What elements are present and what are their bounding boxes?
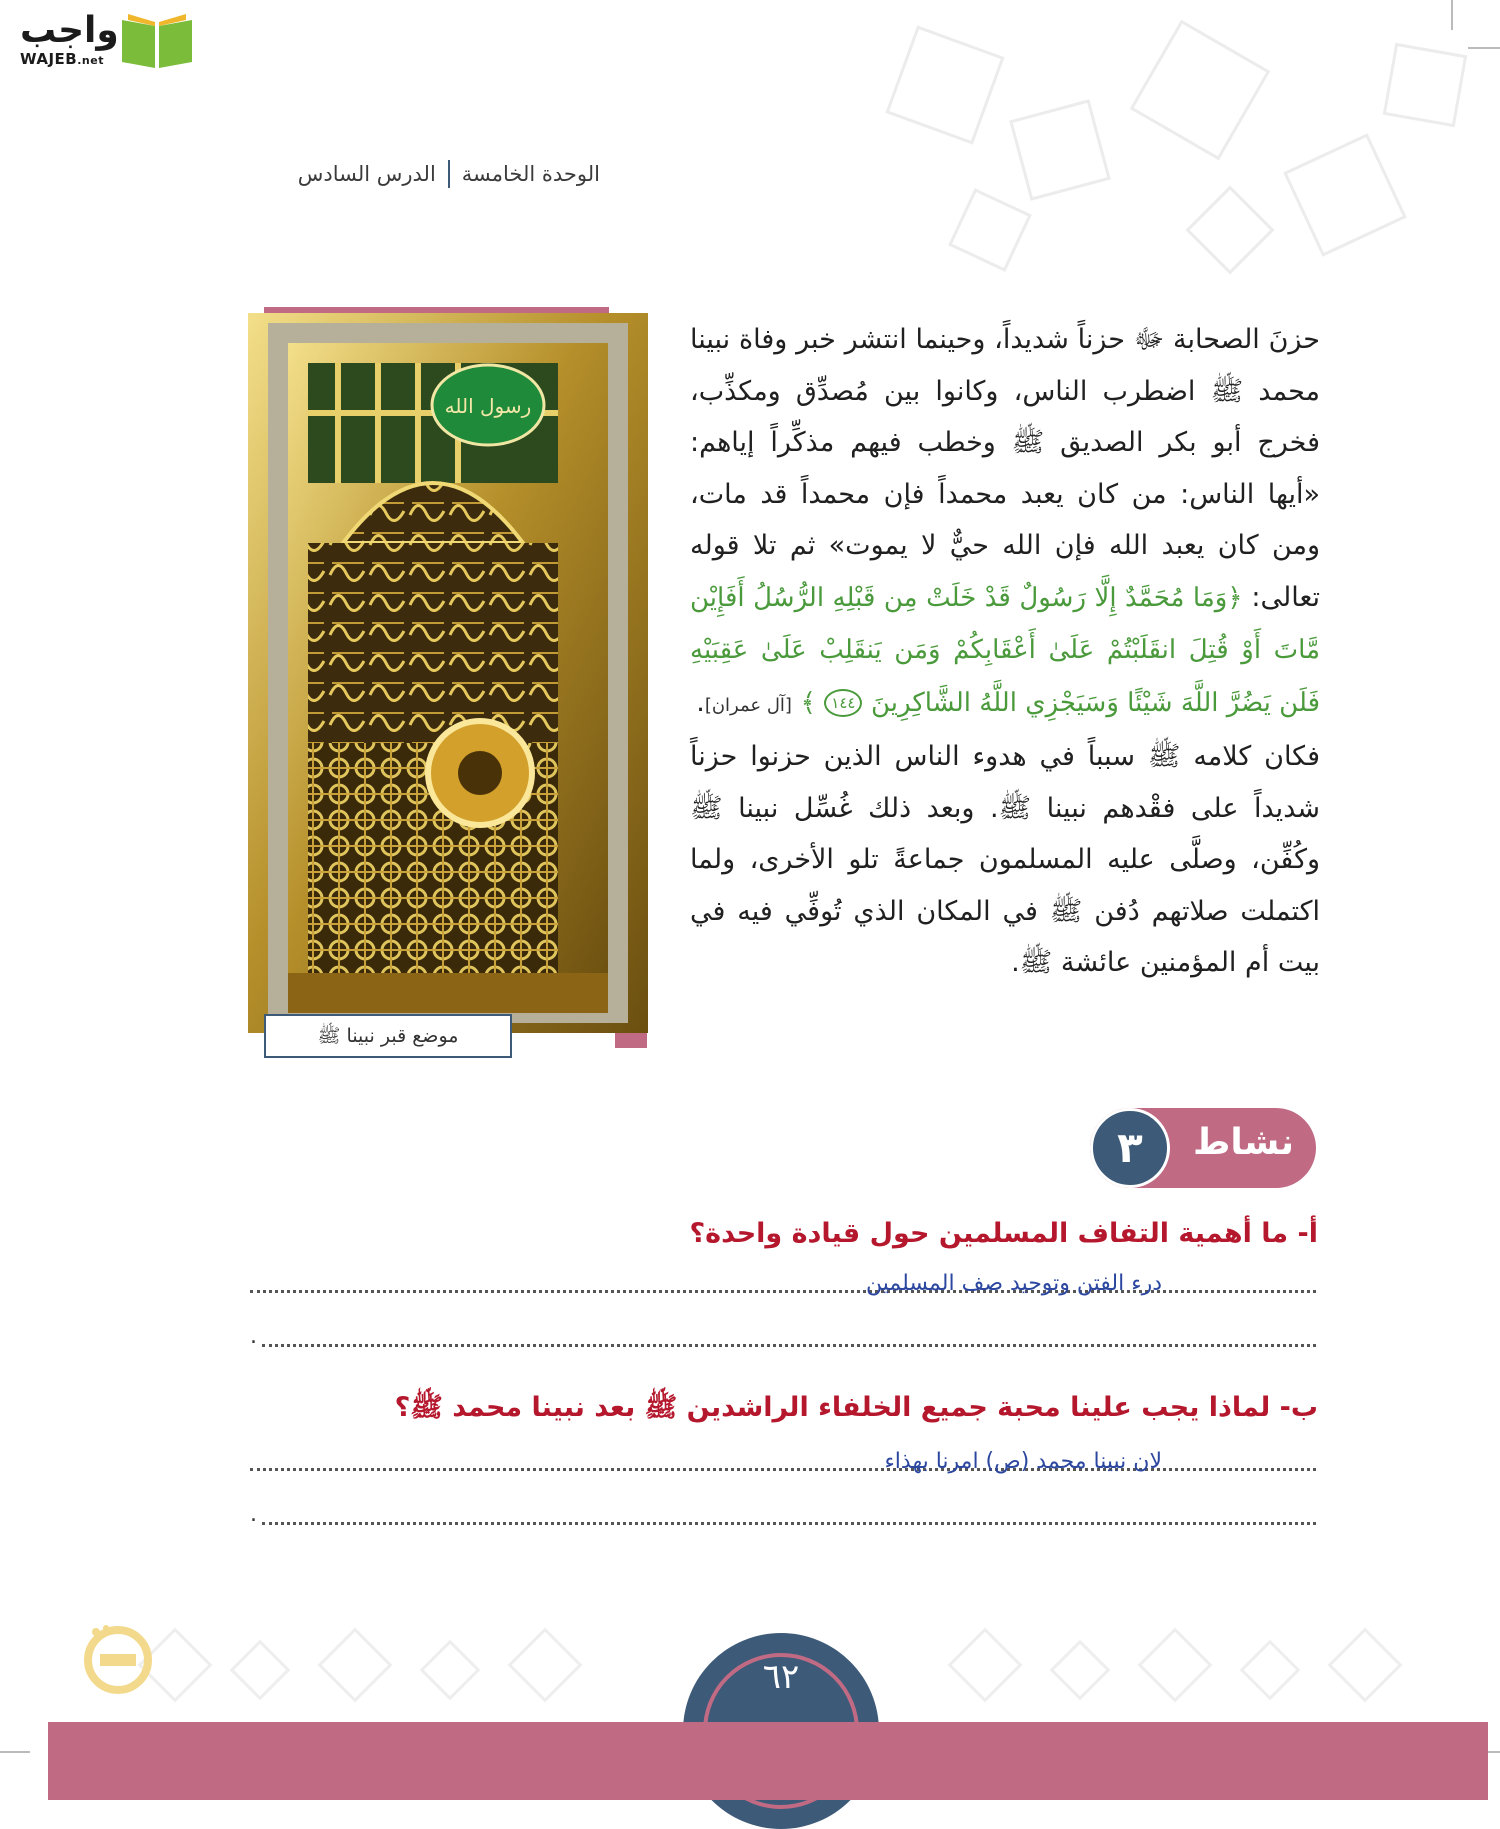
quran-close-bracket: ﴾ — [800, 687, 816, 718]
lesson-paragraph — [690, 314, 1320, 989]
answer-line-b2[interactable] — [262, 1522, 1316, 1525]
prophet-grave-door-photo — [248, 313, 648, 1033]
question-b: ب- لماذا يجب علينا محبة جميع الخلفاء الراشدين ﷺ بعد نبينا محمد ﷺ؟ — [394, 1392, 1318, 1423]
footer-band — [48, 1722, 1488, 1800]
answer-line-a2[interactable] — [262, 1344, 1316, 1347]
ayah-number: ١٤٤ — [824, 689, 862, 717]
page-number: ٦٢ — [762, 1657, 800, 1697]
paragraph-burial: فكان كلامه ﷺ سبباً في هدوء الناس الذين حزنوا حزناً شديداً على فقْدهم نبينا ﷺ. وبعد ذلك غُسِّل نبينا ﷺ وكُفِّن، وصلَّى عليه المسلمون جماعةً تلو الأخرى، ولما اكتملت صلاتهم دُفن ﷺ في المكان الذي تُوفِّي فيه في بيت أم المؤمنين عائشة ﷺ. — [690, 741, 1320, 978]
green-medallion-text: رسول الله — [444, 394, 532, 418]
question-a: أ- ما أهمية التفاف المسلمين حول قيادة واحدة؟ — [689, 1218, 1318, 1249]
quran-verse: ﴿وَمَا مُحَمَّدٌ إِلَّا رَسُولٌ قَدْ خَلَتْ مِن قَبْلِهِ الرُّسُلُ أَفَإِيْن مَّاتَ أَوْ قُتِلَ انقَلَبْتُمْ عَلَىٰ أَعْقَابِكُمْ وَمَن يَنقَلِبْ عَلَىٰ عَقِبَيْهِ فَلَن يَضُرَّ اللَّهَ شَيْئًا وَسَيَجْزِي اللَّهُ الشَّاكِرِينَ — [690, 582, 1320, 718]
answer-a[interactable]: درء الفتن وتوحيد صف المسلمين — [866, 1271, 1162, 1296]
header-separator — [448, 160, 450, 188]
lesson-title: الدرس السادس — [297, 162, 436, 186]
activity-number: ٣ — [1117, 1123, 1143, 1172]
unit-title: الوحدة الخامسة — [461, 162, 600, 186]
wajeb-logo[interactable] — [8, 6, 194, 72]
answer-b[interactable]: لان نبينا محمد (ص) امرنا بهذاء — [884, 1449, 1162, 1474]
paragraph-end-stop: . — [696, 686, 705, 718]
line-end-a: . — [250, 1324, 257, 1349]
corner-watermark-icon — [78, 1620, 158, 1700]
book-icon — [118, 12, 196, 70]
logo-latin: WAJEB.net — [20, 50, 104, 68]
surah-reference: [آل عمران] — [704, 694, 792, 716]
paragraph-intro: حزنَ الصحابة ﷻ حزناً شديداً، وحينما انتشر خبر وفاة نبينا محمد ﷺ اضطرب الناس، وكانوا بين مُصدِّق ومكذِّب، فخرج أبو بكر الصديق ﷺ وخطب فيهم مذكِّراً إياهم: «أيها الناس: من كان يعبد محمداً فإن محمداً قد مات، ومن كان يعبد الله فإن الله حيٌّ لا يموت» ثم تلا قوله تعالى: — [690, 324, 1320, 613]
activity-label: نشاط — [1192, 1122, 1294, 1163]
photo-caption: موضع قبر نبينا ﷺ — [264, 1014, 512, 1058]
logo-arabic: واجب — [20, 10, 119, 51]
line-end-b: . — [250, 1502, 257, 1527]
page-header — [298, 160, 600, 188]
